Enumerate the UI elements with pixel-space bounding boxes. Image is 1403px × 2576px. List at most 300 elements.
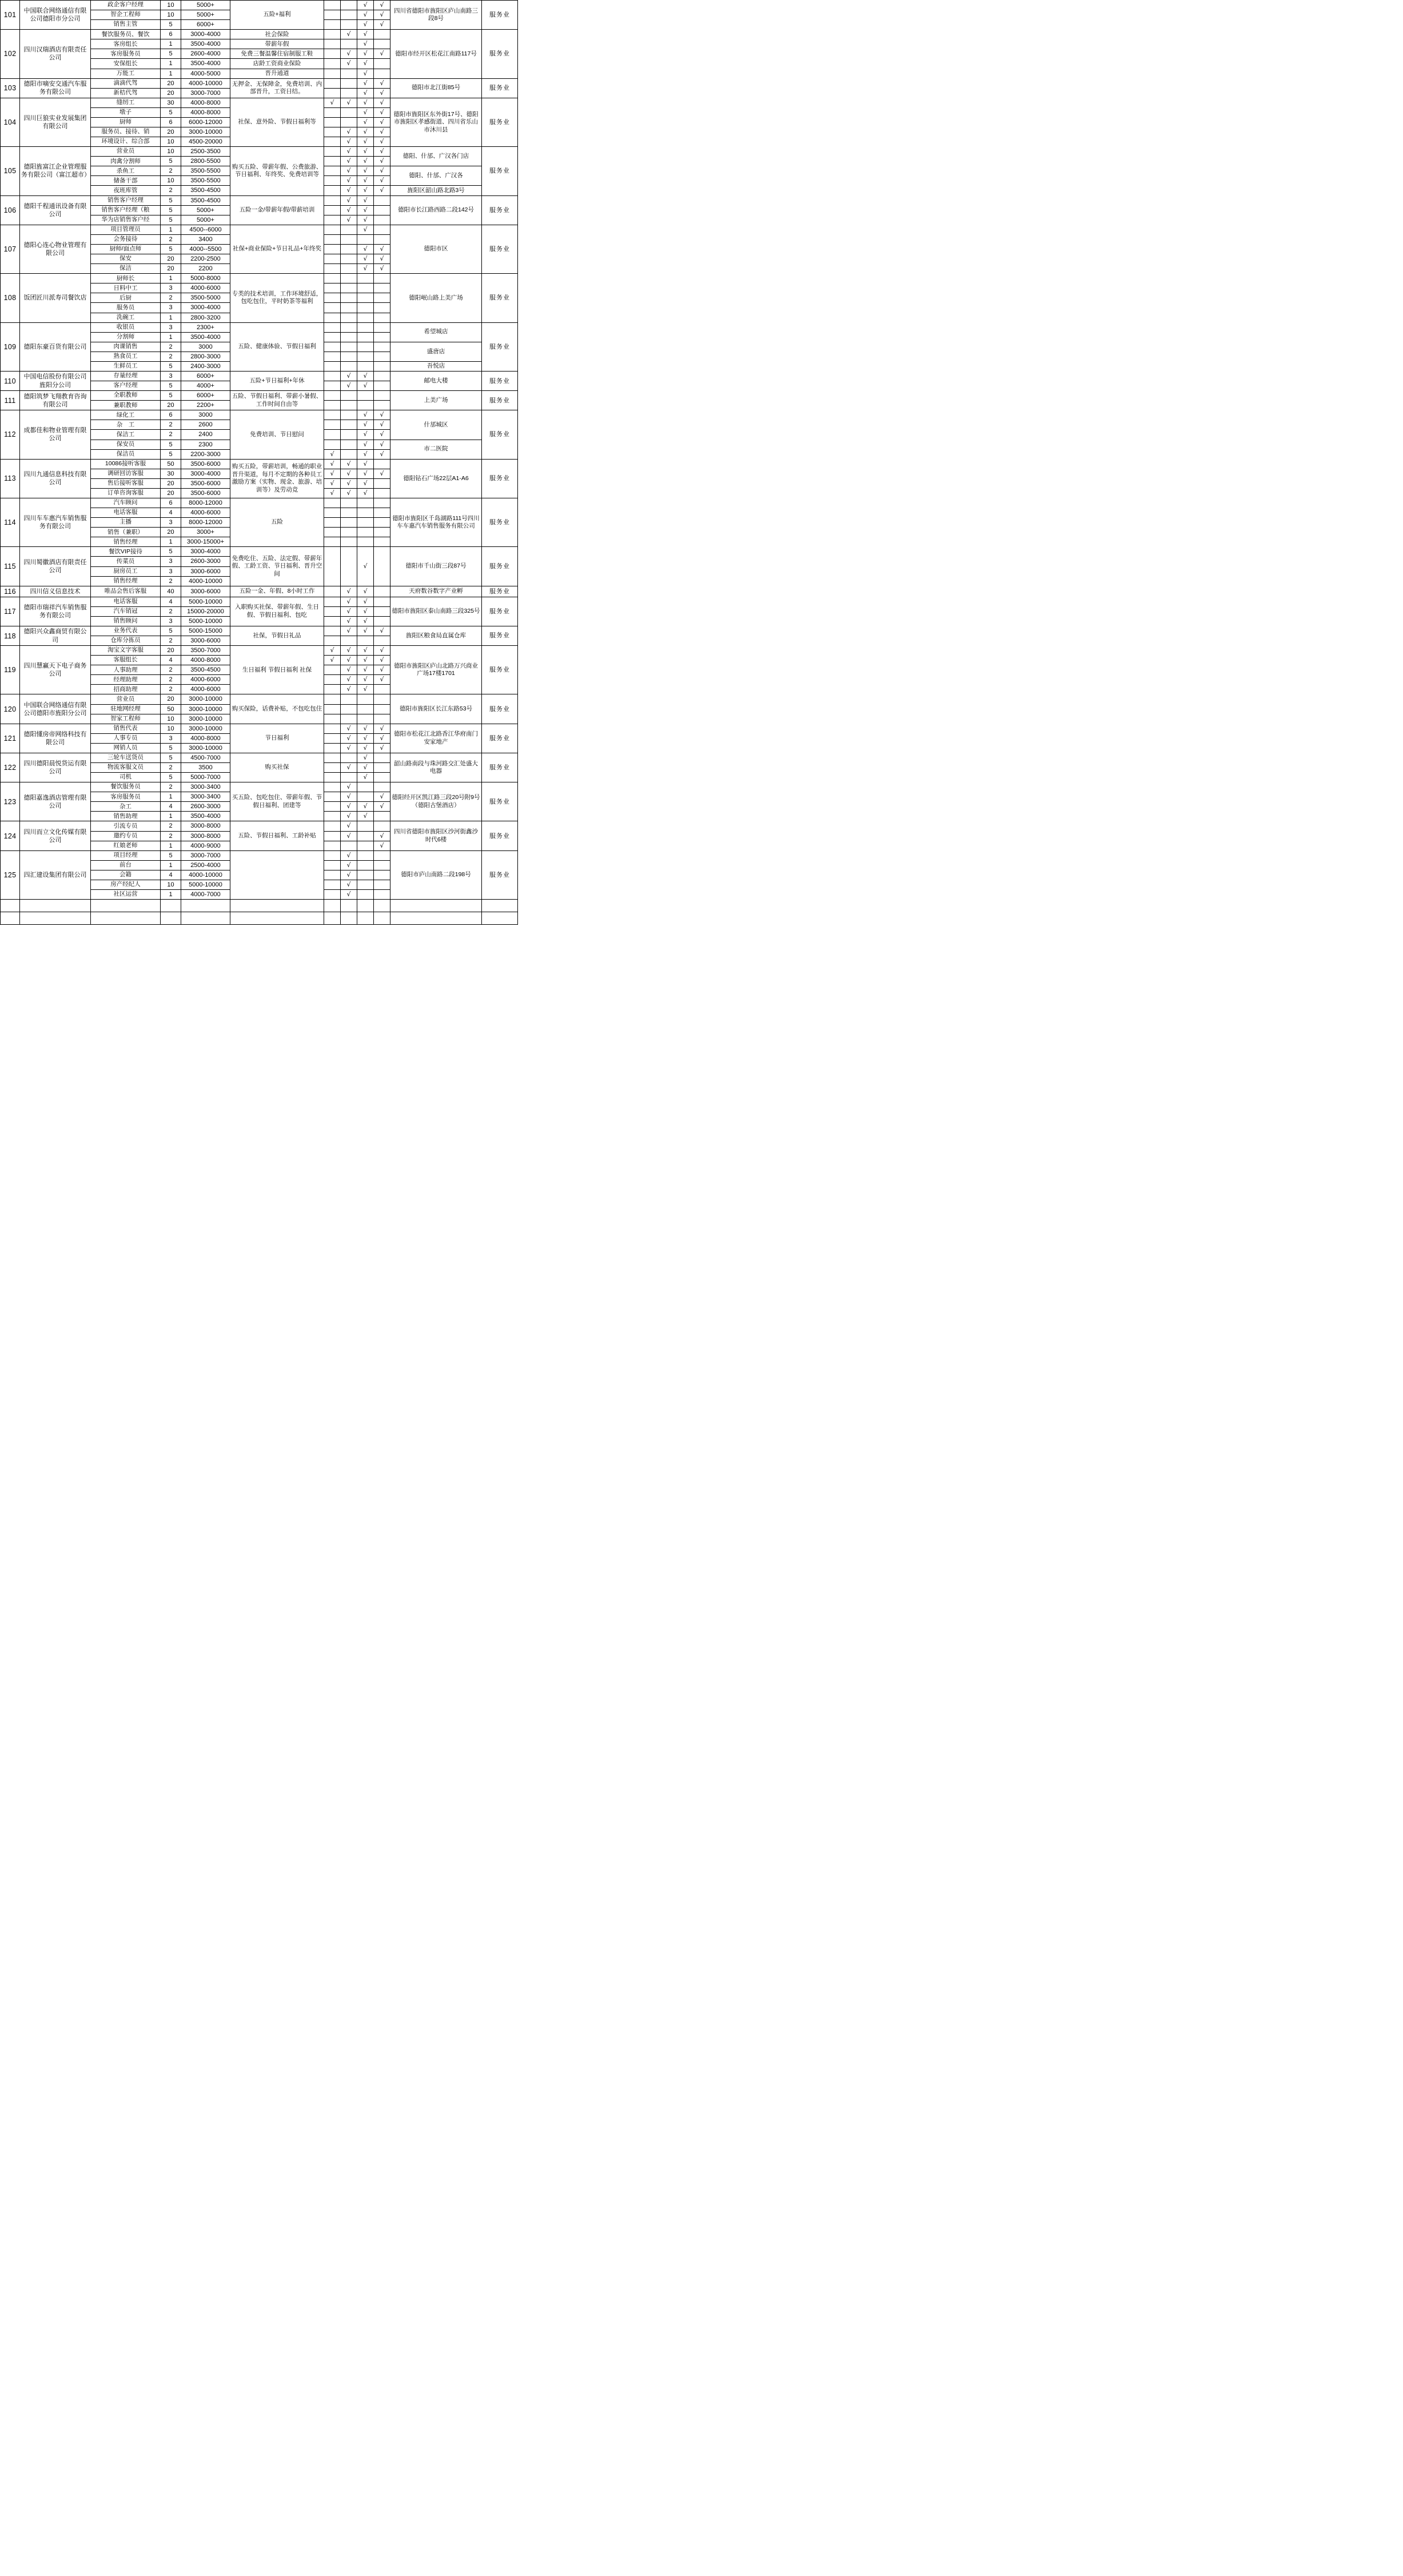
benefit-check-3 — [357, 20, 374, 30]
benefit-check-4 — [374, 508, 390, 518]
job-position: 杀鱼工 — [91, 166, 161, 176]
job-position: 仓库分拣员 — [91, 636, 161, 646]
benefit-check-3 — [357, 137, 374, 147]
benefit-check-4 — [374, 528, 390, 537]
job-listing-page — [0, 0, 510, 925]
benefit-check-4 — [374, 186, 390, 195]
benefit-check-4 — [374, 773, 390, 782]
job-salary: 2300+ — [181, 322, 230, 332]
job-position: 销售客户经理（粮 — [91, 205, 161, 215]
job-position: 服务员、接待、销 — [91, 127, 161, 137]
table-row-blank — [1, 912, 518, 925]
job-position: 10086接听客服 — [91, 459, 161, 469]
job-position: 电话客服 — [91, 508, 161, 518]
job-benefits: 入职购买社保、带薪年假、生日假、节假日福利、包吃 — [230, 597, 324, 626]
benefit-check-1 — [324, 49, 341, 59]
job-benefits: 五险 — [230, 498, 324, 546]
job-count: 20 — [161, 254, 181, 264]
benefit-check-3 — [357, 313, 374, 322]
benefit-check-2 — [341, 518, 357, 528]
benefit-check-2 — [341, 127, 357, 137]
check-icon: √ — [346, 724, 351, 732]
benefit-check-1 — [324, 69, 341, 78]
job-position: 新桔代驾 — [91, 88, 161, 98]
benefit-check-1 — [324, 88, 341, 98]
check-icon: √ — [363, 617, 368, 625]
check-icon: √ — [363, 802, 368, 810]
job-count: 5 — [161, 195, 181, 205]
check-icon: √ — [380, 646, 384, 654]
job-count: 20 — [161, 88, 181, 98]
check-icon: √ — [380, 832, 384, 840]
benefit-check-2 — [341, 792, 357, 802]
job-salary: 8000-12000 — [181, 518, 230, 528]
benefit-check-4 — [374, 39, 390, 49]
empty-cell — [341, 912, 357, 925]
job-salary: 2800-3000 — [181, 352, 230, 361]
job-listing-table — [0, 0, 518, 925]
benefit-check-4 — [374, 831, 390, 841]
benefit-check-2 — [341, 234, 357, 244]
job-position: 销售经理 — [91, 576, 161, 586]
benefit-check-1 — [324, 225, 341, 234]
row-id: 107 — [1, 225, 20, 273]
job-count: 30 — [161, 469, 181, 478]
benefit-check-2 — [341, 459, 357, 469]
benefit-check-1 — [324, 1, 341, 10]
row-id: 101 — [1, 1, 20, 30]
benefit-check-2 — [341, 225, 357, 234]
job-salary: 4000-8000 — [181, 656, 230, 665]
check-icon: √ — [346, 128, 351, 136]
job-salary: 3500-6000 — [181, 459, 230, 469]
benefit-check-2 — [341, 665, 357, 675]
job-position: 厨师长 — [91, 274, 161, 283]
benefit-check-3 — [357, 283, 374, 293]
job-salary: 3500-4500 — [181, 195, 230, 205]
benefit-check-2 — [341, 322, 357, 332]
benefit-check-1 — [324, 127, 341, 137]
job-salary: 2200+ — [181, 401, 230, 410]
table-row — [1, 586, 518, 597]
benefit-check-1 — [324, 117, 341, 127]
benefit-check-3 — [357, 215, 374, 225]
industry: 服务业 — [482, 98, 518, 146]
industry: 服务业 — [482, 195, 518, 225]
job-salary: 2600-3000 — [181, 802, 230, 812]
row-id: 113 — [1, 459, 20, 498]
benefit-check-2 — [341, 498, 357, 508]
table-row — [1, 646, 518, 656]
job-position: 滴滴代驾 — [91, 78, 161, 88]
job-count: 20 — [161, 264, 181, 274]
work-address: 德阳、什邡、广汉各门店 — [390, 147, 482, 166]
table-row — [1, 597, 518, 606]
benefit-check-3 — [357, 782, 374, 792]
benefit-check-2 — [341, 391, 357, 401]
job-salary: 2400-3000 — [181, 361, 230, 371]
industry: 服务业 — [482, 391, 518, 410]
job-salary: 2200 — [181, 264, 230, 274]
check-icon: √ — [346, 489, 351, 497]
work-address: 德阳市千山街三段87号 — [390, 547, 482, 586]
check-icon: √ — [346, 685, 351, 693]
job-position: 招商助理 — [91, 685, 161, 694]
benefit-check-4 — [374, 49, 390, 59]
job-position: 保安 — [91, 254, 161, 264]
job-salary: 3000-6000 — [181, 636, 230, 646]
job-benefits: 五险+节日福利+年休 — [230, 371, 324, 390]
benefit-check-3 — [357, 685, 374, 694]
check-icon: √ — [363, 489, 368, 497]
check-icon: √ — [363, 411, 368, 419]
benefit-check-3 — [357, 606, 374, 616]
job-count: 2 — [161, 430, 181, 440]
company-name: 成都佳和物业管理有限公司 — [20, 410, 91, 459]
job-benefits: 社保，节假日礼品 — [230, 626, 324, 645]
benefit-check-3 — [357, 440, 374, 449]
job-position: 洗碗工 — [91, 313, 161, 322]
benefit-check-3 — [357, 753, 374, 762]
work-address: 德阳市松花江北路香江华府南门安家地产 — [390, 724, 482, 753]
job-count: 40 — [161, 586, 181, 597]
benefit-check-1 — [324, 870, 341, 880]
industry: 服务业 — [482, 147, 518, 195]
job-salary: 2800-3200 — [181, 313, 230, 322]
benefit-check-1 — [324, 469, 341, 478]
benefit-check-4 — [374, 332, 390, 342]
industry: 服务业 — [482, 782, 518, 821]
job-salary: 2600-3000 — [181, 557, 230, 566]
check-icon: √ — [346, 98, 351, 106]
benefit-check-1 — [324, 518, 341, 528]
job-count: 2 — [161, 606, 181, 616]
benefit-check-1 — [324, 205, 341, 215]
benefit-check-4 — [374, 254, 390, 264]
job-count: 2 — [161, 831, 181, 841]
benefit-check-3 — [357, 127, 374, 137]
benefit-check-3 — [357, 274, 374, 283]
benefit-check-3 — [357, 841, 374, 850]
job-salary: 5000+ — [181, 10, 230, 20]
industry: 服务业 — [482, 1, 518, 30]
table-row — [1, 821, 518, 831]
check-icon: √ — [380, 128, 384, 136]
company-name: 四川信义信息技术 — [20, 586, 91, 597]
benefit-check-1 — [324, 860, 341, 870]
empty-cell — [230, 900, 324, 912]
work-address: 韶山路南段与珠河路交汇处盛大电器 — [390, 753, 482, 782]
job-benefits: 免费三餐温馨住宿制服工鞋 — [230, 49, 324, 59]
benefit-check-3 — [357, 293, 374, 303]
job-salary: 3500-6000 — [181, 488, 230, 498]
check-icon: √ — [346, 870, 351, 878]
check-icon: √ — [346, 676, 351, 684]
table-row — [1, 498, 518, 508]
job-salary: 3500-5500 — [181, 166, 230, 176]
work-address: 德阳市长江路西路二段142号 — [390, 195, 482, 225]
check-icon: √ — [363, 138, 368, 146]
benefit-check-4 — [374, 547, 390, 586]
benefit-check-2 — [341, 186, 357, 195]
row-id: 117 — [1, 597, 20, 626]
company-name: 中国联合网络通信有限公司德阳市分公司 — [20, 1, 91, 30]
benefit-check-1 — [324, 78, 341, 88]
job-salary: 8000-12000 — [181, 498, 230, 508]
benefit-check-1 — [324, 880, 341, 889]
benefit-check-1 — [324, 547, 341, 586]
job-salary: 3000-8000 — [181, 821, 230, 831]
job-position: 兼职教师 — [91, 401, 161, 410]
table-row — [1, 98, 518, 107]
row-id: 115 — [1, 547, 20, 586]
job-salary: 3000 — [181, 342, 230, 352]
job-position: 物流客服文员 — [91, 763, 161, 773]
job-count: 10 — [161, 1, 181, 10]
table-row — [1, 195, 518, 205]
job-salary: 3000 — [181, 410, 230, 420]
benefit-check-2 — [341, 430, 357, 440]
job-position: 人事助理 — [91, 665, 161, 675]
job-position: 唯品会售后客服 — [91, 586, 161, 597]
benefit-check-2 — [341, 20, 357, 30]
benefit-check-4 — [374, 264, 390, 274]
job-position: 墩子 — [91, 107, 161, 117]
job-benefits — [230, 850, 324, 899]
job-salary: 4000-10000 — [181, 576, 230, 586]
benefit-check-4 — [374, 293, 390, 303]
job-benefits: 社保、意外险、节假日福利等 — [230, 98, 324, 146]
benefit-check-4 — [374, 850, 390, 860]
check-icon: √ — [380, 157, 384, 165]
benefit-check-3 — [357, 410, 374, 420]
job-position: 万能工 — [91, 69, 161, 78]
job-position: 缝纫工 — [91, 98, 161, 107]
job-position: 安保组长 — [91, 59, 161, 69]
job-position: 杂 工 — [91, 420, 161, 430]
benefit-check-3 — [357, 773, 374, 782]
job-position: 客房组长 — [91, 39, 161, 49]
benefit-check-4 — [374, 176, 390, 186]
job-count: 5 — [161, 440, 181, 449]
job-salary: 5000-7000 — [181, 773, 230, 782]
benefit-check-1 — [324, 656, 341, 665]
benefit-check-3 — [357, 244, 374, 254]
check-icon: √ — [363, 167, 368, 175]
company-name: 德阳懂房帝网络科技有限公司 — [20, 724, 91, 753]
benefit-check-1 — [324, 449, 341, 459]
benefit-check-1 — [324, 410, 341, 420]
benefit-check-2 — [341, 107, 357, 117]
benefit-check-4 — [374, 195, 390, 205]
job-position: 环境设计、综合部 — [91, 137, 161, 147]
job-count: 20 — [161, 694, 181, 704]
job-count: 2 — [161, 685, 181, 694]
table-row — [1, 459, 518, 469]
job-salary: 5000-10000 — [181, 880, 230, 889]
empty-cell — [1, 900, 20, 912]
benefit-check-4 — [374, 675, 390, 685]
benefit-check-1 — [324, 812, 341, 821]
job-salary: 4000-6000 — [181, 685, 230, 694]
row-id: 102 — [1, 30, 20, 78]
benefit-check-3 — [357, 420, 374, 430]
company-name: 四川而立文化传媒有限公司 — [20, 821, 91, 850]
job-benefits: 买五险、包吃包住、带薪年假、节假日福利、团建等 — [230, 782, 324, 821]
job-benefits: 免费培训、节日慰问 — [230, 410, 324, 459]
benefit-check-1 — [324, 685, 341, 694]
row-id: 106 — [1, 195, 20, 225]
job-count: 3 — [161, 518, 181, 528]
benefit-check-1 — [324, 10, 341, 20]
empty-cell — [181, 900, 230, 912]
row-id: 110 — [1, 371, 20, 390]
check-icon: √ — [363, 177, 368, 185]
table-row — [1, 322, 518, 332]
benefit-check-1 — [324, 107, 341, 117]
job-count: 3 — [161, 557, 181, 566]
benefit-check-4 — [374, 117, 390, 127]
benefit-check-1 — [324, 186, 341, 195]
benefit-check-1 — [324, 586, 341, 597]
benefit-check-3 — [357, 195, 374, 205]
check-icon: √ — [363, 587, 368, 595]
benefit-check-2 — [341, 773, 357, 782]
job-position: 政企客户经理 — [91, 1, 161, 10]
job-position: 后厨 — [91, 293, 161, 303]
benefit-check-3 — [357, 694, 374, 704]
job-salary: 4000-6000 — [181, 675, 230, 685]
benefit-check-4 — [374, 430, 390, 440]
check-icon: √ — [346, 372, 351, 380]
benefit-check-1 — [324, 244, 341, 254]
benefit-check-2 — [341, 704, 357, 714]
work-address: 旌阳区粮食局直属仓库 — [390, 626, 482, 645]
check-icon: √ — [380, 186, 384, 194]
job-count: 10 — [161, 880, 181, 889]
job-benefits: 五险+福利 — [230, 1, 324, 30]
benefit-check-4 — [374, 147, 390, 157]
check-icon: √ — [363, 666, 368, 674]
job-count: 2 — [161, 782, 181, 792]
benefit-check-4 — [374, 78, 390, 88]
benefit-check-4 — [374, 841, 390, 850]
job-salary: 5000-10000 — [181, 597, 230, 606]
check-icon: √ — [363, 265, 368, 273]
empty-cell — [324, 912, 341, 925]
check-icon: √ — [380, 656, 384, 664]
benefit-check-3 — [357, 802, 374, 812]
work-address: 盛唐店 — [390, 342, 482, 361]
job-salary: 3000-4000 — [181, 303, 230, 313]
benefit-check-4 — [374, 69, 390, 78]
job-count: 20 — [161, 478, 181, 488]
benefit-check-1 — [324, 20, 341, 30]
check-icon: √ — [380, 744, 384, 752]
benefit-check-1 — [324, 98, 341, 107]
job-count: 5 — [161, 244, 181, 254]
job-salary: 4000-8000 — [181, 107, 230, 117]
check-icon: √ — [346, 186, 351, 194]
job-count: 5 — [161, 361, 181, 371]
benefit-check-3 — [357, 821, 374, 831]
industry: 服务业 — [482, 322, 518, 371]
work-address: 德阳市旌阳区千岛湖路111号四川车车惠汽车销售服务有限公司 — [390, 498, 482, 546]
benefit-check-4 — [374, 880, 390, 889]
benefit-check-1 — [324, 322, 341, 332]
benefit-check-4 — [374, 274, 390, 283]
row-id: 109 — [1, 322, 20, 371]
check-icon: √ — [363, 676, 368, 684]
benefit-check-4 — [374, 381, 390, 391]
empty-cell — [357, 900, 374, 912]
benefit-check-1 — [324, 478, 341, 488]
benefit-check-3 — [357, 449, 374, 459]
empty-cell — [230, 912, 324, 925]
job-salary: 2500-3500 — [181, 147, 230, 157]
job-position: 餐饮VIP接待 — [91, 547, 161, 557]
work-address: 四川省德阳市旌阳区庐山南路三段8号 — [390, 1, 482, 30]
benefit-check-2 — [341, 743, 357, 753]
check-icon: √ — [380, 265, 384, 273]
benefit-check-1 — [324, 39, 341, 49]
job-count: 20 — [161, 528, 181, 537]
job-position: 肉课销售 — [91, 342, 161, 352]
check-icon: √ — [346, 479, 351, 487]
benefit-check-2 — [341, 440, 357, 449]
benefit-check-1 — [324, 528, 341, 537]
benefit-check-3 — [357, 78, 374, 88]
work-address: 德阳经开区凯江路三段20号附9号（德阳古堡酒店） — [390, 782, 482, 821]
job-position: 电话客服 — [91, 597, 161, 606]
check-icon: √ — [380, 147, 384, 155]
table-row — [1, 371, 518, 381]
benefit-check-1 — [324, 714, 341, 724]
job-salary: 5000+ — [181, 205, 230, 215]
table-row — [1, 694, 518, 704]
benefit-check-3 — [357, 459, 374, 469]
benefit-check-1 — [324, 763, 341, 773]
benefit-check-2 — [341, 117, 357, 127]
job-position: 前台 — [91, 860, 161, 870]
job-position: 熟食员工 — [91, 352, 161, 361]
benefit-check-4 — [374, 812, 390, 821]
benefit-check-2 — [341, 88, 357, 98]
benefit-check-3 — [357, 59, 374, 69]
job-salary: 5000+ — [181, 215, 230, 225]
check-icon: √ — [363, 50, 368, 58]
benefit-check-4 — [374, 20, 390, 30]
job-position: 服务员 — [91, 303, 161, 313]
industry: 服务业 — [482, 753, 518, 782]
industry: 服务业 — [482, 821, 518, 850]
benefit-check-2 — [341, 537, 357, 547]
benefit-check-4 — [374, 606, 390, 616]
check-icon: √ — [380, 841, 384, 849]
job-position: 房产经纪人 — [91, 880, 161, 889]
benefit-check-3 — [357, 714, 374, 724]
job-count: 1 — [161, 841, 181, 850]
benefit-check-4 — [374, 59, 390, 69]
job-salary: 3000-15000+ — [181, 537, 230, 547]
job-count: 10 — [161, 10, 181, 20]
company-name: 德阳东豪百货有限公司 — [20, 322, 91, 371]
check-icon: √ — [346, 851, 351, 859]
job-position: 项目管理员 — [91, 225, 161, 234]
check-icon: √ — [346, 832, 351, 840]
table-row — [1, 547, 518, 557]
check-icon: √ — [380, 450, 384, 458]
